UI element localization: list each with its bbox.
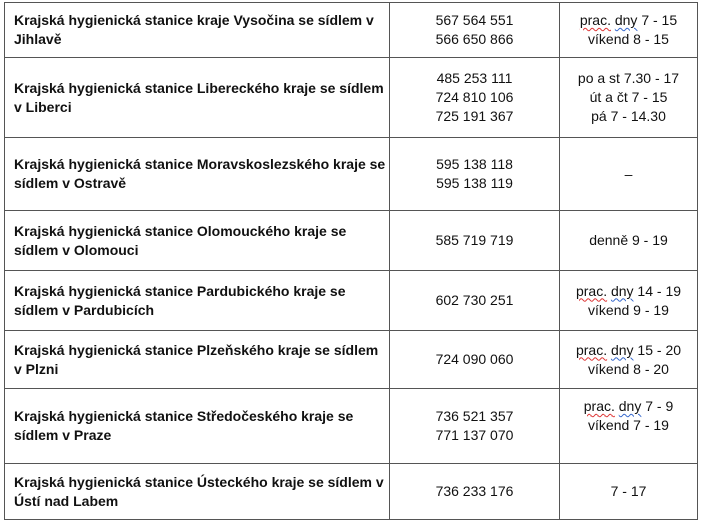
phone-number: 724 810 106 — [435, 89, 514, 105]
phone-number: 595 138 118 — [436, 156, 513, 172]
phone-cell — [390, 58, 560, 138]
phone-number: 736 233 176 — [435, 483, 514, 499]
phone-cell — [390, 211, 560, 271]
hours-text: 7 - 9 — [641, 398, 674, 414]
phone-number: 567 564 551 — [435, 12, 514, 28]
hours-line — [560, 397, 697, 416]
spellcheck-word: prac. — [575, 341, 608, 358]
station-name: Krajská hygienická stanice Plzeňského kraje se sídlem v Plzni — [5, 331, 390, 389]
spellcheck-word: prac. — [575, 282, 608, 299]
hours-text: 7 - 15 — [637, 12, 678, 28]
hours-text: 15 - 20 — [633, 341, 682, 358]
phone-number: 566 650 866 — [435, 31, 514, 47]
station-name: Krajská hygienická stanice Libereckého kraje se sídlem v Liberci — [5, 58, 390, 138]
phone-number: 724 090 060 — [435, 351, 514, 367]
hours-cell — [560, 389, 698, 464]
table-row — [5, 271, 698, 331]
station-name: Krajská hygienická stanice Olomouckého kraje se sídlem v Olomouci — [5, 211, 390, 271]
spellcheck-word: dny — [610, 341, 634, 358]
hours-line — [560, 11, 697, 30]
table-row — [5, 331, 698, 389]
phone-number: 602 730 251 — [435, 292, 514, 308]
hygiene-stations-table — [4, 2, 698, 520]
table-row — [5, 138, 698, 211]
table-row — [5, 389, 698, 464]
phone-cell — [390, 331, 560, 389]
phone-cell — [390, 138, 560, 211]
hours-cell — [560, 271, 698, 331]
hours-text: 14 - 19 — [633, 282, 682, 299]
hours-line: denně 9 - 19 — [589, 232, 668, 248]
station-name: Krajská hygienická stanice Středočeského kraje se sídlem v Praze — [5, 389, 390, 464]
phone-number: 585 719 719 — [435, 232, 514, 248]
spellcheck-word: prac. — [583, 398, 615, 414]
hours-line — [560, 282, 697, 301]
spellcheck-word: prac. — [579, 12, 611, 28]
phone-cell — [390, 3, 560, 58]
phone-number: 725 191 367 — [435, 108, 514, 124]
hours-line: víkend 8 - 20 — [588, 360, 669, 377]
hours-cell — [560, 138, 698, 211]
hours-line: víkend 9 - 19 — [588, 301, 669, 318]
table-row — [5, 3, 698, 58]
station-name: Krajská hygienická stanice Pardubického kraje se sídlem v Pardubicích — [5, 271, 390, 331]
station-name: Krajská hygienická stanice kraje Vysočina se sídlem v Jihlavě — [5, 3, 390, 58]
phone-number: 485 253 111 — [436, 70, 513, 86]
hours-cell — [560, 211, 698, 271]
station-name: Krajská hygienická stanice Moravskoslezského kraje se sídlem v Ostravě — [5, 138, 390, 211]
phone-number: 736 521 357 — [435, 408, 514, 424]
hours-cell — [560, 58, 698, 138]
hours-line: út a čt 7 - 15 — [589, 89, 668, 105]
phone-cell — [390, 389, 560, 464]
phone-number: 771 137 070 — [435, 427, 514, 443]
station-name: Krajská hygienická stanice Ústeckého kraje se sídlem v Ústí nad Labem — [5, 464, 390, 520]
phone-number: 595 138 119 — [436, 175, 513, 191]
table-body — [5, 3, 698, 520]
hours-line — [560, 341, 697, 360]
spellcheck-word: dny — [610, 282, 634, 299]
table-row — [5, 464, 698, 520]
spellcheck-word: dny — [618, 398, 642, 414]
phone-cell — [390, 271, 560, 331]
table-row — [5, 211, 698, 271]
hours-cell — [560, 3, 698, 58]
hours-line: po a st 7.30 - 17 — [577, 70, 680, 86]
hours-line: 7 - 17 — [610, 483, 647, 499]
hours-line: víkend 8 - 15 — [588, 31, 669, 47]
hours-line: víkend 7 - 19 — [588, 417, 669, 433]
hours-cell — [560, 331, 698, 389]
hours-line: – — [624, 165, 633, 182]
phone-cell — [390, 464, 560, 520]
hours-line: pá 7 - 14.30 — [591, 108, 666, 124]
hours-cell — [560, 464, 698, 520]
spellcheck-word: dny — [614, 12, 638, 28]
table-row — [5, 58, 698, 138]
